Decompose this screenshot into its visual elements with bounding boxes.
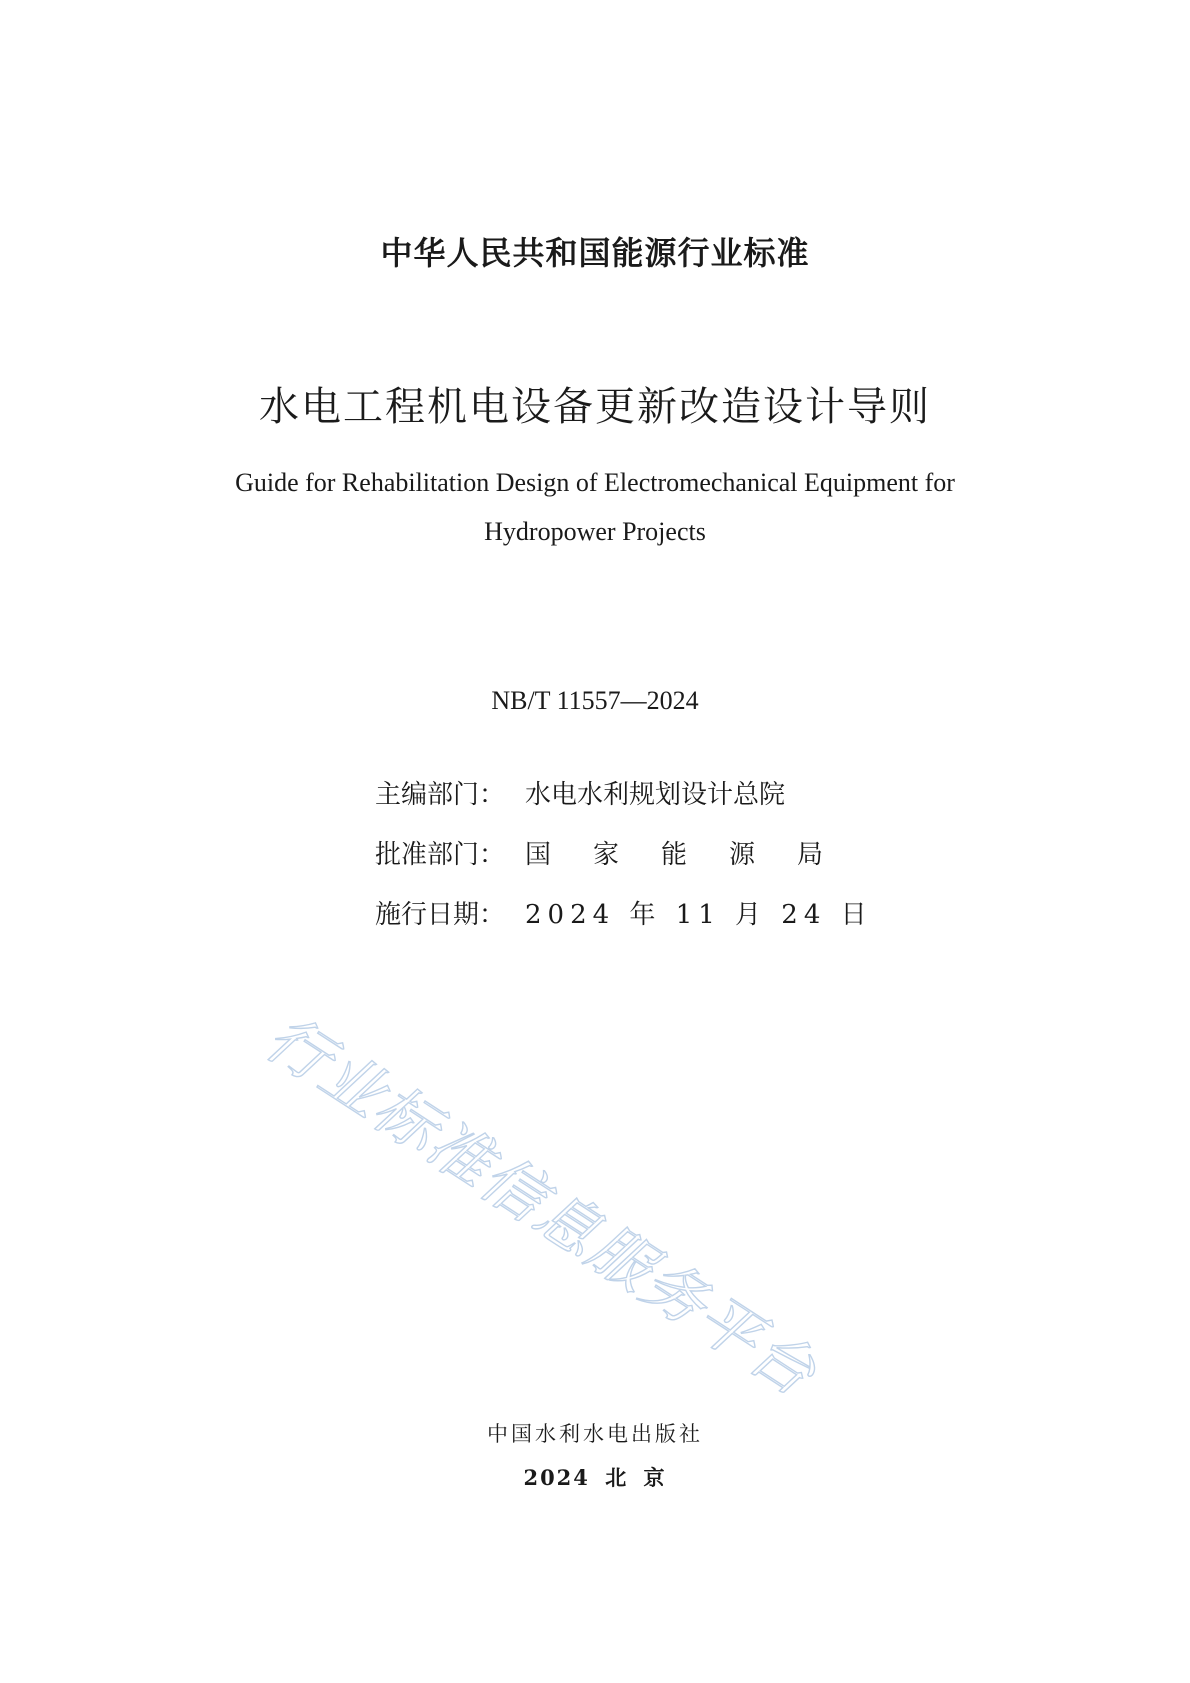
editor-value: 水电水利规划设计总院 bbox=[525, 779, 786, 810]
editor-row bbox=[375, 762, 873, 822]
approver-char: 源 bbox=[728, 839, 755, 870]
document-title-english-line2: Hydropower Projects bbox=[484, 517, 706, 546]
approver-char: 国 bbox=[525, 839, 552, 870]
document-info-block bbox=[375, 762, 873, 942]
approver-label: 批准部门： bbox=[375, 839, 506, 870]
industry-standard-heading: 中华人民共和国能源行业标准 bbox=[380, 234, 810, 272]
document-title-english bbox=[0, 458, 1190, 556]
editor-label: 主编部门： bbox=[375, 779, 506, 810]
effective-date-value: 2024 年 11 月 24 日 bbox=[525, 899, 873, 930]
approver-char: 局 bbox=[796, 839, 823, 870]
document-title-chinese: 水电工程机电设备更新改造设计导则 bbox=[259, 384, 931, 430]
approver-value bbox=[525, 834, 823, 871]
approver-row bbox=[375, 822, 873, 882]
effective-date-row bbox=[375, 882, 873, 942]
publisher-name: 中国水利水电出版社 bbox=[487, 1422, 703, 1446]
approver-char: 能 bbox=[660, 839, 687, 870]
effective-date-label: 施行日期： bbox=[375, 899, 506, 930]
standard-number: NB/T 11557—2024 bbox=[491, 686, 699, 715]
watermark: 行业标准信息服务平台 bbox=[253, 1000, 830, 1411]
publication-place-year: 2024 北 京 bbox=[523, 1465, 667, 1490]
document-title-english-line1: Guide for Rehabilitation Design of Electromechanical Equipment for bbox=[235, 468, 955, 497]
approver-char: 家 bbox=[592, 839, 619, 870]
